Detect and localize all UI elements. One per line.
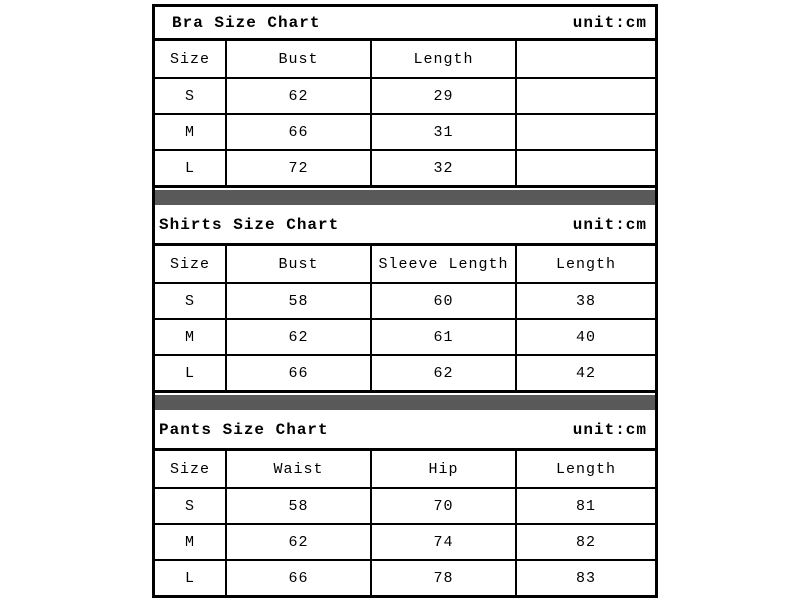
table-row [155, 113, 655, 149]
chart-title: Shirts Size Chart [159, 216, 340, 234]
table-cell: L [184, 159, 195, 177]
table-row [155, 77, 655, 113]
column-header: Waist [225, 451, 370, 487]
table-cell: 66 [225, 356, 370, 390]
column-header: Hip [370, 451, 515, 487]
table-row [155, 523, 655, 559]
table-cell: 61 [370, 320, 515, 354]
column-header: Size [169, 460, 210, 478]
table-cell: 32 [370, 151, 515, 185]
column-header [515, 41, 655, 77]
table-cell: 40 [515, 320, 655, 354]
column-header: Length [515, 246, 655, 282]
table-cell: 81 [515, 489, 655, 523]
table-row [155, 318, 655, 354]
table-cell: 66 [225, 561, 370, 595]
table-cell: 58 [225, 489, 370, 523]
column-header: Bust [225, 41, 370, 77]
unit-label: unit:cm [572, 216, 647, 234]
table-cell [515, 151, 655, 185]
table-cell: 58 [225, 284, 370, 318]
bra-size-chart [155, 7, 655, 188]
column-header: Sleeve Length [370, 246, 515, 282]
table-cell: 74 [370, 525, 515, 559]
column-header: Length [515, 451, 655, 487]
chart-title-row [155, 207, 655, 246]
table-cell: S [184, 497, 195, 515]
table-cell [515, 115, 655, 149]
table-cell: L [184, 364, 195, 382]
chart-title: Bra Size Chart [172, 13, 321, 32]
table-cell: 62 [225, 320, 370, 354]
table-cell: M [184, 328, 195, 346]
column-header: Bust [225, 246, 370, 282]
chart-title-row [155, 412, 655, 451]
table-cell: M [184, 123, 195, 141]
table-cell: 60 [370, 284, 515, 318]
table-cell: 72 [225, 151, 370, 185]
column-header: Size [169, 50, 210, 68]
table-cell: S [184, 292, 195, 310]
column-header: Size [169, 255, 210, 273]
table-cell: L [184, 569, 195, 587]
table-cell: 83 [515, 561, 655, 595]
unit-label: unit:cm [572, 13, 647, 32]
size-table [155, 41, 655, 188]
pants-size-chart [155, 412, 655, 595]
size-table [155, 246, 655, 393]
table-cell: 78 [370, 561, 515, 595]
table-cell [515, 79, 655, 113]
table-cell: 38 [515, 284, 655, 318]
column-header: Length [370, 41, 515, 77]
size-table [155, 451, 655, 595]
table-cell: 82 [515, 525, 655, 559]
table-cell: 62 [225, 525, 370, 559]
table-row [155, 282, 655, 318]
separator-bar [155, 190, 655, 205]
table-header-row [155, 41, 655, 77]
separator-bar [155, 395, 655, 410]
table-cell: 70 [370, 489, 515, 523]
table-header-row [155, 451, 655, 487]
size-chart-board [152, 4, 658, 598]
table-cell: 42 [515, 356, 655, 390]
table-cell: M [184, 533, 195, 551]
chart-title-row [155, 7, 655, 41]
chart-title: Pants Size Chart [159, 421, 329, 439]
unit-label: unit:cm [572, 421, 647, 439]
table-cell: S [184, 87, 195, 105]
shirts-size-chart [155, 207, 655, 393]
table-row [155, 559, 655, 595]
table-row [155, 354, 655, 390]
table-cell: 62 [225, 79, 370, 113]
table-cell: 62 [370, 356, 515, 390]
table-row [155, 149, 655, 185]
table-header-row [155, 246, 655, 282]
table-cell: 66 [225, 115, 370, 149]
table-cell: 29 [370, 79, 515, 113]
table-cell: 31 [370, 115, 515, 149]
table-row [155, 487, 655, 523]
